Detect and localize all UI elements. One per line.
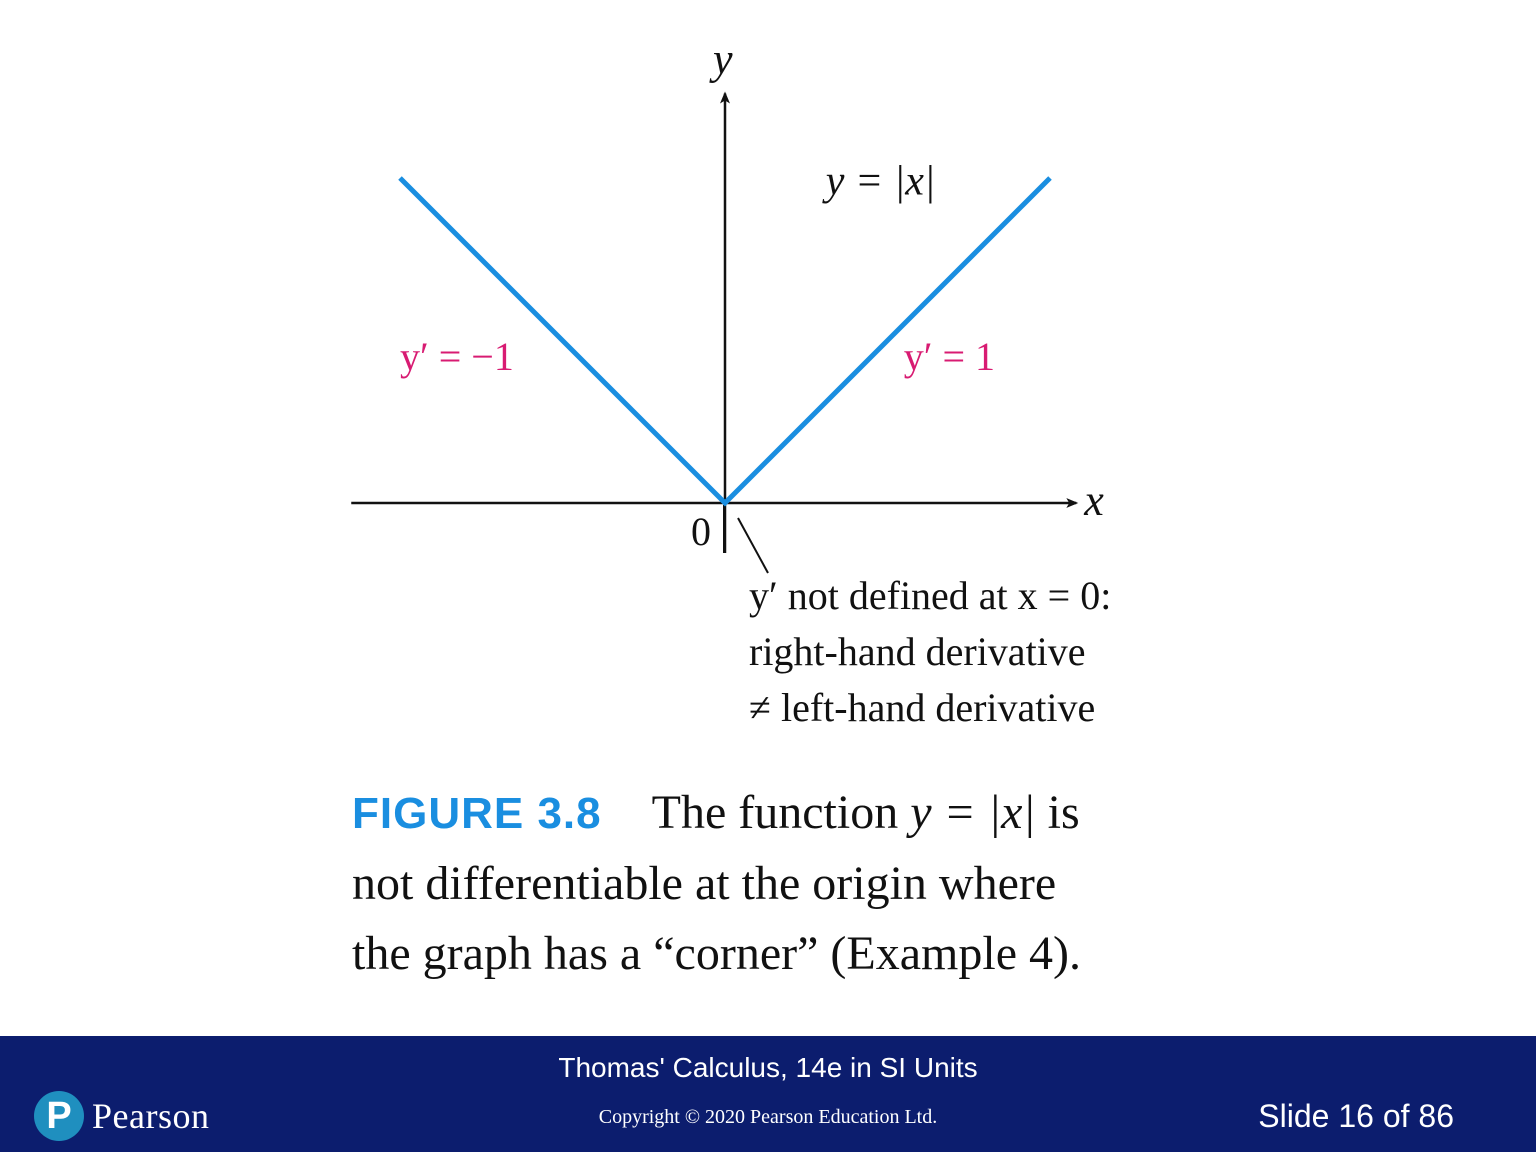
y-axis-label: y — [713, 34, 733, 84]
function-label: y = |x| — [825, 158, 936, 205]
x-axis-label: x — [1084, 476, 1104, 525]
caption-line-3: the graph has a “corner” (Example 4). — [352, 927, 1081, 980]
caption-line-1 — [352, 778, 1212, 849]
figure-caption — [352, 778, 1212, 989]
slope-left-label: y′ = −1 — [400, 333, 514, 379]
note-line-1: y′ not defined at x = 0: — [749, 573, 1112, 618]
caption-text-before: The function — [651, 786, 911, 839]
slope-right-label: y′ = 1 — [903, 333, 996, 379]
slide-counter: Slide 16 of 86 — [1258, 1098, 1454, 1134]
caption-text-after: is — [1035, 786, 1080, 839]
caption-line-2: not differentiable at the origin where — [352, 857, 1057, 910]
origin-label: 0 — [691, 509, 711, 554]
footer-bar — [0, 1036, 1536, 1152]
caption-math: y = |x| — [910, 786, 1036, 839]
figure-label: FIGURE 3.8 — [352, 789, 602, 838]
pearson-logo-text: Pearson — [92, 1096, 210, 1136]
note-line-3: ≠ left-hand derivative — [749, 685, 1096, 730]
note-line-2: right-hand derivative — [749, 629, 1086, 674]
book-title: Thomas' Calculus, 14e in SI Units — [558, 1052, 978, 1083]
copyright-notice: Copyright © 2020 Pearson Education Ltd. — [598, 1106, 938, 1128]
pearson-logo-icon: P — [34, 1091, 84, 1141]
origin-pointer-line — [738, 518, 768, 573]
